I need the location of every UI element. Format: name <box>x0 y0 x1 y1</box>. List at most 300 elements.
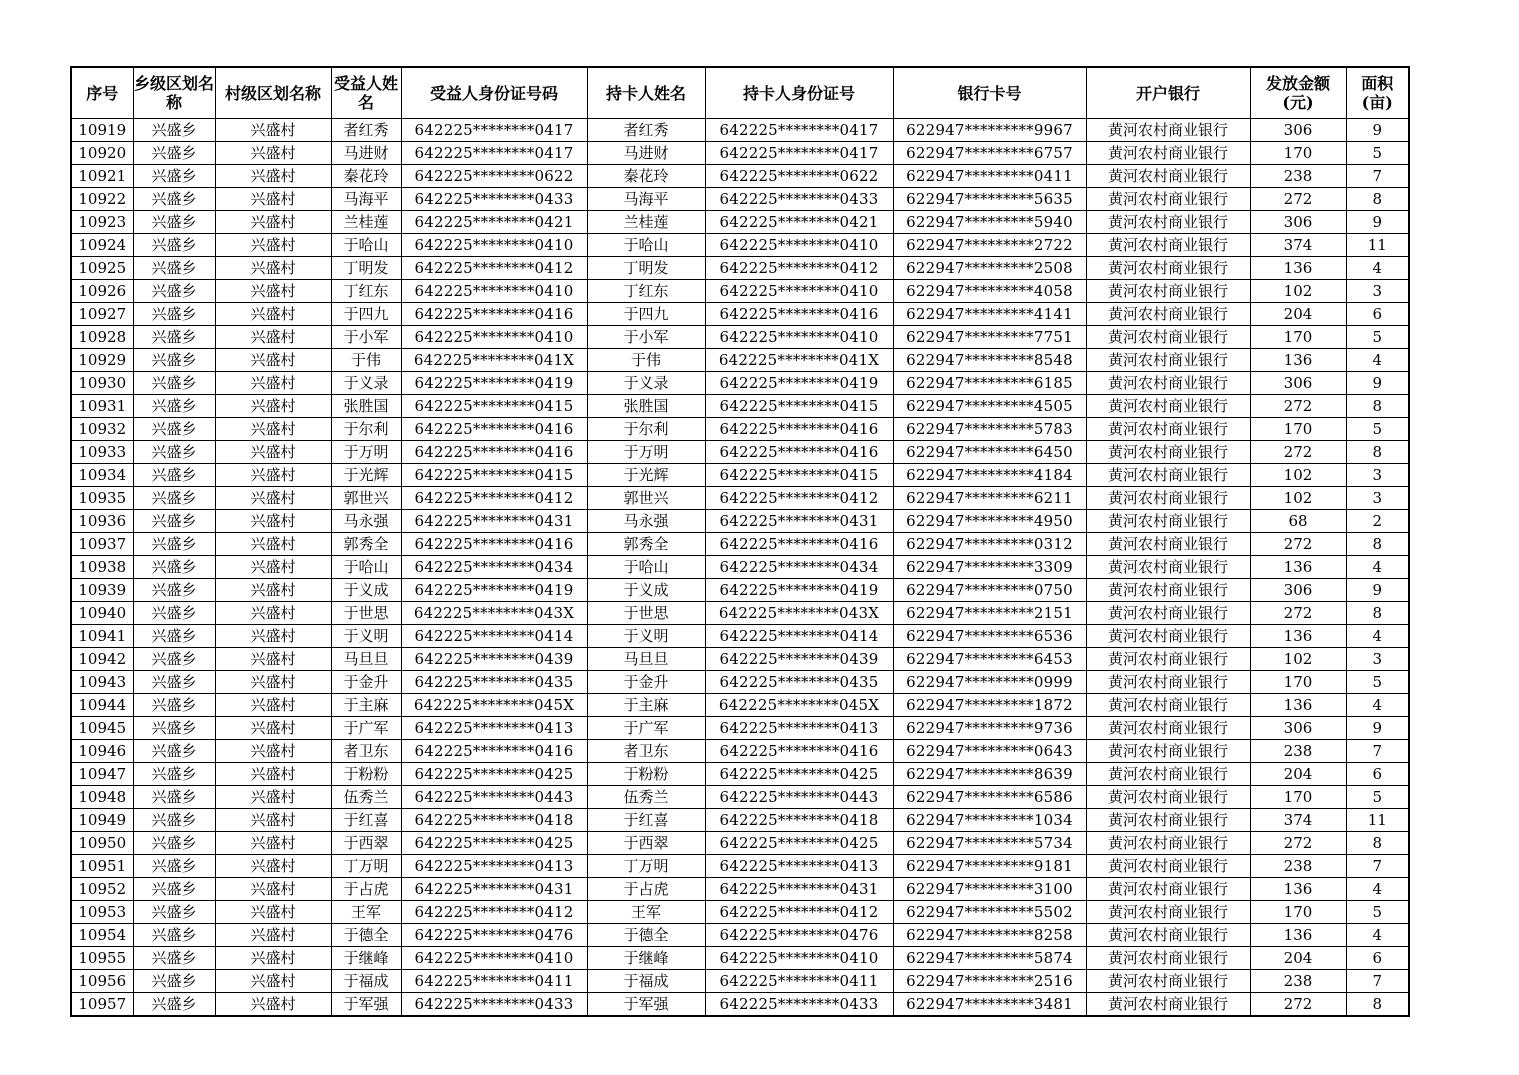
cell-township: 兴盛乡 <box>133 487 215 510</box>
cell-beneficiary-id: 642225********0416 <box>401 740 587 763</box>
cell-bank-card: 622947*********6586 <box>893 786 1086 809</box>
table-row <box>71 280 1409 303</box>
cell-amount: 102 <box>1250 487 1346 510</box>
cell-cardholder-name: 于世思 <box>587 602 705 625</box>
cell-cardholder-id: 642225********0435 <box>705 671 893 694</box>
table-body <box>71 119 1409 1017</box>
cell-village: 兴盛村 <box>215 441 331 464</box>
cell-cardholder-name: 者卫东 <box>587 740 705 763</box>
cell-index: 10953 <box>71 901 133 924</box>
cell-cardholder-id: 642225********0425 <box>705 763 893 786</box>
cell-bank-card: 622947*********8639 <box>893 763 1086 786</box>
cell-beneficiary-id: 642225********0416 <box>401 533 587 556</box>
cell-amount: 170 <box>1250 786 1346 809</box>
cell-cardholder-id: 642225********0434 <box>705 556 893 579</box>
cell-index: 10942 <box>71 648 133 671</box>
cell-village: 兴盛村 <box>215 556 331 579</box>
cell-cardholder-id: 642225********043X <box>705 602 893 625</box>
cell-index: 10954 <box>71 924 133 947</box>
cell-beneficiary-name: 丁明发 <box>331 257 401 280</box>
cell-beneficiary-id: 642225********0410 <box>401 280 587 303</box>
cell-area: 6 <box>1346 303 1409 326</box>
cell-beneficiary-id: 642225********0415 <box>401 464 587 487</box>
cell-township: 兴盛乡 <box>133 142 215 165</box>
cell-area: 4 <box>1346 878 1409 901</box>
cell-bank-card: 622947*********0750 <box>893 579 1086 602</box>
cell-village: 兴盛村 <box>215 625 331 648</box>
cell-bank: 黄河农村商业银行 <box>1086 372 1250 395</box>
header-beneficiary-id: 受益人身份证号码 <box>401 67 587 119</box>
cell-bank-card: 622947*********6185 <box>893 372 1086 395</box>
cell-bank-card: 622947*********5734 <box>893 832 1086 855</box>
cell-beneficiary-id: 642225********0421 <box>401 211 587 234</box>
cell-beneficiary-name: 郭秀全 <box>331 533 401 556</box>
cell-bank: 黄河农村商业银行 <box>1086 855 1250 878</box>
cell-amount: 306 <box>1250 211 1346 234</box>
cell-amount: 136 <box>1250 625 1346 648</box>
cell-amount: 170 <box>1250 901 1346 924</box>
cell-bank-card: 622947*********4950 <box>893 510 1086 533</box>
cell-beneficiary-name: 于小军 <box>331 326 401 349</box>
cell-area: 9 <box>1346 717 1409 740</box>
cell-bank: 黄河农村商业银行 <box>1086 234 1250 257</box>
cell-township: 兴盛乡 <box>133 901 215 924</box>
cell-township: 兴盛乡 <box>133 165 215 188</box>
cell-cardholder-name: 伍秀兰 <box>587 786 705 809</box>
cell-index: 10949 <box>71 809 133 832</box>
cell-beneficiary-name: 张胜国 <box>331 395 401 418</box>
cell-beneficiary-name: 于世思 <box>331 602 401 625</box>
cell-beneficiary-name: 于德全 <box>331 924 401 947</box>
cell-index: 10921 <box>71 165 133 188</box>
cell-cardholder-id: 642225********0411 <box>705 970 893 993</box>
cell-bank-card: 622947*********6453 <box>893 648 1086 671</box>
cell-cardholder-name: 于哈山 <box>587 556 705 579</box>
cell-village: 兴盛村 <box>215 372 331 395</box>
cell-beneficiary-name: 王军 <box>331 901 401 924</box>
cell-township: 兴盛乡 <box>133 809 215 832</box>
cell-bank: 黄河农村商业银行 <box>1086 740 1250 763</box>
cell-amount: 306 <box>1250 119 1346 142</box>
cell-cardholder-id: 642225********0410 <box>705 234 893 257</box>
cell-village: 兴盛村 <box>215 165 331 188</box>
cell-township: 兴盛乡 <box>133 303 215 326</box>
cell-bank: 黄河农村商业银行 <box>1086 119 1250 142</box>
cell-index: 10933 <box>71 441 133 464</box>
cell-amount: 272 <box>1250 602 1346 625</box>
cell-index: 10937 <box>71 533 133 556</box>
cell-amount: 238 <box>1250 855 1346 878</box>
cell-village: 兴盛村 <box>215 303 331 326</box>
cell-amount: 306 <box>1250 717 1346 740</box>
cell-township: 兴盛乡 <box>133 349 215 372</box>
cell-beneficiary-id: 642225********0417 <box>401 119 587 142</box>
table-row <box>71 372 1409 395</box>
cell-cardholder-name: 郭世兴 <box>587 487 705 510</box>
cell-index: 10952 <box>71 878 133 901</box>
cell-bank: 黄河农村商业银行 <box>1086 441 1250 464</box>
table-row <box>71 625 1409 648</box>
cell-village: 兴盛村 <box>215 855 331 878</box>
table-row <box>71 349 1409 372</box>
table-row <box>71 717 1409 740</box>
cell-bank-card: 622947*********5635 <box>893 188 1086 211</box>
table-row <box>71 924 1409 947</box>
cell-bank-card: 622947*********0643 <box>893 740 1086 763</box>
cell-village: 兴盛村 <box>215 257 331 280</box>
cell-bank: 黄河农村商业银行 <box>1086 786 1250 809</box>
cell-cardholder-name: 张胜国 <box>587 395 705 418</box>
cell-beneficiary-name: 于四九 <box>331 303 401 326</box>
cell-township: 兴盛乡 <box>133 947 215 970</box>
cell-cardholder-id: 642225********0425 <box>705 832 893 855</box>
cell-beneficiary-id: 642225********0434 <box>401 556 587 579</box>
cell-area: 3 <box>1346 487 1409 510</box>
table-row <box>71 740 1409 763</box>
cell-bank: 黄河农村商业银行 <box>1086 303 1250 326</box>
cell-bank: 黄河农村商业银行 <box>1086 993 1250 1017</box>
cell-cardholder-name: 于红喜 <box>587 809 705 832</box>
header-bank: 开户银行 <box>1086 67 1250 119</box>
subsidy-payment-table <box>70 66 1410 1017</box>
cell-cardholder-name: 于金升 <box>587 671 705 694</box>
cell-township: 兴盛乡 <box>133 763 215 786</box>
cell-bank-card: 622947*********8258 <box>893 924 1086 947</box>
cell-cardholder-id: 642225********0412 <box>705 487 893 510</box>
cell-amount: 204 <box>1250 763 1346 786</box>
cell-bank-card: 622947*********1034 <box>893 809 1086 832</box>
cell-beneficiary-id: 642225********0412 <box>401 487 587 510</box>
cell-bank: 黄河农村商业银行 <box>1086 648 1250 671</box>
cell-beneficiary-name: 秦花玲 <box>331 165 401 188</box>
cell-cardholder-id: 642225********0421 <box>705 211 893 234</box>
cell-bank-card: 622947*********9181 <box>893 855 1086 878</box>
cell-index: 10919 <box>71 119 133 142</box>
cell-area: 5 <box>1346 142 1409 165</box>
cell-township: 兴盛乡 <box>133 671 215 694</box>
cell-index: 10951 <box>71 855 133 878</box>
table-row <box>71 878 1409 901</box>
cell-township: 兴盛乡 <box>133 418 215 441</box>
cell-index: 10935 <box>71 487 133 510</box>
cell-index: 10932 <box>71 418 133 441</box>
cell-village: 兴盛村 <box>215 740 331 763</box>
cell-area: 6 <box>1346 947 1409 970</box>
cell-bank-card: 622947*********2151 <box>893 602 1086 625</box>
cell-bank: 黄河农村商业银行 <box>1086 625 1250 648</box>
cell-bank: 黄河农村商业银行 <box>1086 832 1250 855</box>
cell-beneficiary-name: 于光辉 <box>331 464 401 487</box>
cell-index: 10930 <box>71 372 133 395</box>
table-row <box>71 464 1409 487</box>
cell-bank-card: 622947*********4058 <box>893 280 1086 303</box>
cell-bank-card: 622947*********6757 <box>893 142 1086 165</box>
cell-beneficiary-id: 642225********0433 <box>401 993 587 1017</box>
cell-amount: 102 <box>1250 280 1346 303</box>
table-row <box>71 257 1409 280</box>
cell-beneficiary-name: 于主麻 <box>331 694 401 717</box>
cell-beneficiary-name: 于哈山 <box>331 556 401 579</box>
cell-beneficiary-id: 642225********0476 <box>401 924 587 947</box>
cell-beneficiary-id: 642225********0410 <box>401 326 587 349</box>
cell-beneficiary-name: 郭世兴 <box>331 487 401 510</box>
cell-village: 兴盛村 <box>215 211 331 234</box>
table-row <box>71 602 1409 625</box>
header-row <box>71 67 1409 119</box>
cell-bank-card: 622947*********5502 <box>893 901 1086 924</box>
cell-township: 兴盛乡 <box>133 211 215 234</box>
cell-index: 10946 <box>71 740 133 763</box>
table-row <box>71 809 1409 832</box>
cell-beneficiary-name: 马永强 <box>331 510 401 533</box>
table-row <box>71 556 1409 579</box>
cell-area: 8 <box>1346 993 1409 1017</box>
cell-bank: 黄河农村商业银行 <box>1086 349 1250 372</box>
cell-village: 兴盛村 <box>215 878 331 901</box>
cell-cardholder-id: 642225********0412 <box>705 901 893 924</box>
cell-amount: 272 <box>1250 993 1346 1017</box>
cell-bank-card: 622947*********6211 <box>893 487 1086 510</box>
cell-bank: 黄河农村商业银行 <box>1086 395 1250 418</box>
cell-beneficiary-id: 642225********041X <box>401 349 587 372</box>
cell-index: 10938 <box>71 556 133 579</box>
cell-bank-card: 622947*********9736 <box>893 717 1086 740</box>
cell-amount: 238 <box>1250 165 1346 188</box>
cell-township: 兴盛乡 <box>133 510 215 533</box>
cell-cardholder-name: 于广军 <box>587 717 705 740</box>
cell-beneficiary-id: 642225********0410 <box>401 947 587 970</box>
cell-bank-card: 622947*********2508 <box>893 257 1086 280</box>
cell-bank: 黄河农村商业银行 <box>1086 924 1250 947</box>
cell-index: 10923 <box>71 211 133 234</box>
cell-beneficiary-id: 642225********0431 <box>401 878 587 901</box>
cell-beneficiary-id: 642225********0410 <box>401 234 587 257</box>
cell-cardholder-id: 642225********0416 <box>705 418 893 441</box>
cell-area: 4 <box>1346 349 1409 372</box>
cell-beneficiary-id: 642225********0416 <box>401 441 587 464</box>
cell-cardholder-id: 642225********0419 <box>705 372 893 395</box>
cell-cardholder-id: 642225********0433 <box>705 993 893 1017</box>
cell-beneficiary-name: 伍秀兰 <box>331 786 401 809</box>
cell-area: 3 <box>1346 280 1409 303</box>
cell-beneficiary-id: 642225********0413 <box>401 855 587 878</box>
cell-cardholder-id: 642225********0416 <box>705 740 893 763</box>
cell-area: 7 <box>1346 165 1409 188</box>
cell-township: 兴盛乡 <box>133 970 215 993</box>
cell-cardholder-name: 王军 <box>587 901 705 924</box>
cell-cardholder-id: 642225********0417 <box>705 142 893 165</box>
cell-cardholder-id: 642225********0413 <box>705 717 893 740</box>
cell-beneficiary-id: 642225********0419 <box>401 372 587 395</box>
table-row <box>71 970 1409 993</box>
cell-area: 7 <box>1346 855 1409 878</box>
cell-index: 10928 <box>71 326 133 349</box>
cell-bank: 黄河农村商业银行 <box>1086 579 1250 602</box>
cell-amount: 136 <box>1250 924 1346 947</box>
cell-village: 兴盛村 <box>215 280 331 303</box>
cell-bank-card: 622947*********5783 <box>893 418 1086 441</box>
cell-area: 4 <box>1346 694 1409 717</box>
cell-bank: 黄河农村商业银行 <box>1086 901 1250 924</box>
table-row <box>71 671 1409 694</box>
cell-village: 兴盛村 <box>215 648 331 671</box>
cell-amount: 136 <box>1250 694 1346 717</box>
cell-bank: 黄河农村商业银行 <box>1086 326 1250 349</box>
cell-township: 兴盛乡 <box>133 119 215 142</box>
table-row <box>71 947 1409 970</box>
cell-cardholder-name: 于光辉 <box>587 464 705 487</box>
cell-village: 兴盛村 <box>215 464 331 487</box>
cell-village: 兴盛村 <box>215 533 331 556</box>
cell-beneficiary-name: 于广军 <box>331 717 401 740</box>
cell-beneficiary-name: 兰桂莲 <box>331 211 401 234</box>
table-row <box>71 395 1409 418</box>
cell-cardholder-name: 马永强 <box>587 510 705 533</box>
cell-amount: 170 <box>1250 671 1346 694</box>
cell-amount: 306 <box>1250 579 1346 602</box>
cell-cardholder-name: 丁红东 <box>587 280 705 303</box>
cell-beneficiary-name: 于红喜 <box>331 809 401 832</box>
cell-cardholder-name: 于福成 <box>587 970 705 993</box>
cell-bank: 黄河农村商业银行 <box>1086 533 1250 556</box>
cell-township: 兴盛乡 <box>133 234 215 257</box>
cell-area: 6 <box>1346 763 1409 786</box>
cell-amount: 136 <box>1250 556 1346 579</box>
cell-bank: 黄河农村商业银行 <box>1086 188 1250 211</box>
cell-cardholder-id: 642225********0416 <box>705 441 893 464</box>
cell-bank: 黄河农村商业银行 <box>1086 211 1250 234</box>
cell-cardholder-id: 642225********0410 <box>705 326 893 349</box>
table-row <box>71 211 1409 234</box>
cell-bank: 黄河农村商业银行 <box>1086 510 1250 533</box>
cell-beneficiary-name: 于哈山 <box>331 234 401 257</box>
cell-township: 兴盛乡 <box>133 694 215 717</box>
cell-beneficiary-name: 于万明 <box>331 441 401 464</box>
cell-amount: 272 <box>1250 441 1346 464</box>
cell-township: 兴盛乡 <box>133 372 215 395</box>
cell-index: 10925 <box>71 257 133 280</box>
cell-cardholder-id: 642225********0410 <box>705 280 893 303</box>
cell-cardholder-id: 642225********0622 <box>705 165 893 188</box>
cell-beneficiary-id: 642225********0439 <box>401 648 587 671</box>
cell-cardholder-name: 于德全 <box>587 924 705 947</box>
cell-cardholder-id: 642225********0415 <box>705 395 893 418</box>
cell-bank: 黄河农村商业银行 <box>1086 878 1250 901</box>
cell-township: 兴盛乡 <box>133 625 215 648</box>
cell-area: 7 <box>1346 740 1409 763</box>
cell-bank-card: 622947*********2722 <box>893 234 1086 257</box>
cell-beneficiary-name: 于尔利 <box>331 418 401 441</box>
table-row <box>71 510 1409 533</box>
cell-index: 10941 <box>71 625 133 648</box>
cell-village: 兴盛村 <box>215 418 331 441</box>
cell-bank: 黄河农村商业银行 <box>1086 602 1250 625</box>
cell-township: 兴盛乡 <box>133 832 215 855</box>
cell-township: 兴盛乡 <box>133 786 215 809</box>
cell-amount: 170 <box>1250 418 1346 441</box>
header-index: 序号 <box>71 67 133 119</box>
cell-area: 8 <box>1346 832 1409 855</box>
cell-bank-card: 622947*********4184 <box>893 464 1086 487</box>
cell-area: 11 <box>1346 234 1409 257</box>
cell-area: 8 <box>1346 188 1409 211</box>
cell-cardholder-id: 642225********0439 <box>705 648 893 671</box>
cell-village: 兴盛村 <box>215 717 331 740</box>
cell-village: 兴盛村 <box>215 671 331 694</box>
cell-beneficiary-id: 642225********0416 <box>401 303 587 326</box>
cell-area: 3 <box>1346 648 1409 671</box>
cell-cardholder-id: 642225********0416 <box>705 533 893 556</box>
cell-area: 2 <box>1346 510 1409 533</box>
cell-village: 兴盛村 <box>215 901 331 924</box>
cell-beneficiary-id: 642225********0425 <box>401 832 587 855</box>
cell-amount: 102 <box>1250 464 1346 487</box>
cell-index: 10922 <box>71 188 133 211</box>
cell-amount: 374 <box>1250 809 1346 832</box>
cell-area: 8 <box>1346 533 1409 556</box>
cell-beneficiary-name: 于占虎 <box>331 878 401 901</box>
header-bank-card: 银行卡号 <box>893 67 1086 119</box>
cell-bank: 黄河农村商业银行 <box>1086 142 1250 165</box>
cell-index: 10920 <box>71 142 133 165</box>
cell-cardholder-id: 642225********0431 <box>705 510 893 533</box>
cell-village: 兴盛村 <box>215 579 331 602</box>
cell-area: 4 <box>1346 924 1409 947</box>
cell-beneficiary-id: 642225********0419 <box>401 579 587 602</box>
header-amount: 发放金额(元) <box>1250 67 1346 119</box>
table-row <box>71 142 1409 165</box>
cell-beneficiary-id: 642225********0411 <box>401 970 587 993</box>
cell-beneficiary-id: 642225********045X <box>401 694 587 717</box>
cell-area: 8 <box>1346 602 1409 625</box>
cell-amount: 204 <box>1250 303 1346 326</box>
cell-cardholder-name: 于军强 <box>587 993 705 1017</box>
cell-cardholder-id: 642225********0413 <box>705 855 893 878</box>
cell-village: 兴盛村 <box>215 809 331 832</box>
cell-cardholder-name: 于义明 <box>587 625 705 648</box>
cell-area: 5 <box>1346 786 1409 809</box>
cell-amount: 238 <box>1250 740 1346 763</box>
cell-cardholder-id: 642225********0415 <box>705 464 893 487</box>
table-row <box>71 832 1409 855</box>
cell-beneficiary-name: 于西翠 <box>331 832 401 855</box>
cell-cardholder-id: 642225********0418 <box>705 809 893 832</box>
cell-amount: 136 <box>1250 878 1346 901</box>
cell-cardholder-name: 于小军 <box>587 326 705 349</box>
header-area: 面积(亩) <box>1346 67 1409 119</box>
cell-township: 兴盛乡 <box>133 924 215 947</box>
cell-cardholder-name: 于尔利 <box>587 418 705 441</box>
cell-beneficiary-id: 642225********0412 <box>401 901 587 924</box>
cell-index: 10936 <box>71 510 133 533</box>
cell-cardholder-name: 者红秀 <box>587 119 705 142</box>
cell-index: 10929 <box>71 349 133 372</box>
cell-beneficiary-id: 642225********043X <box>401 602 587 625</box>
cell-bank-card: 622947*********5940 <box>893 211 1086 234</box>
cell-bank-card: 622947*********8548 <box>893 349 1086 372</box>
cell-amount: 170 <box>1250 142 1346 165</box>
cell-beneficiary-id: 642225********0412 <box>401 257 587 280</box>
cell-index: 10927 <box>71 303 133 326</box>
table-row <box>71 303 1409 326</box>
cell-village: 兴盛村 <box>215 947 331 970</box>
cell-amount: 68 <box>1250 510 1346 533</box>
cell-cardholder-name: 马旦旦 <box>587 648 705 671</box>
cell-area: 5 <box>1346 326 1409 349</box>
cell-township: 兴盛乡 <box>133 602 215 625</box>
cell-area: 9 <box>1346 211 1409 234</box>
cell-beneficiary-name: 马旦旦 <box>331 648 401 671</box>
